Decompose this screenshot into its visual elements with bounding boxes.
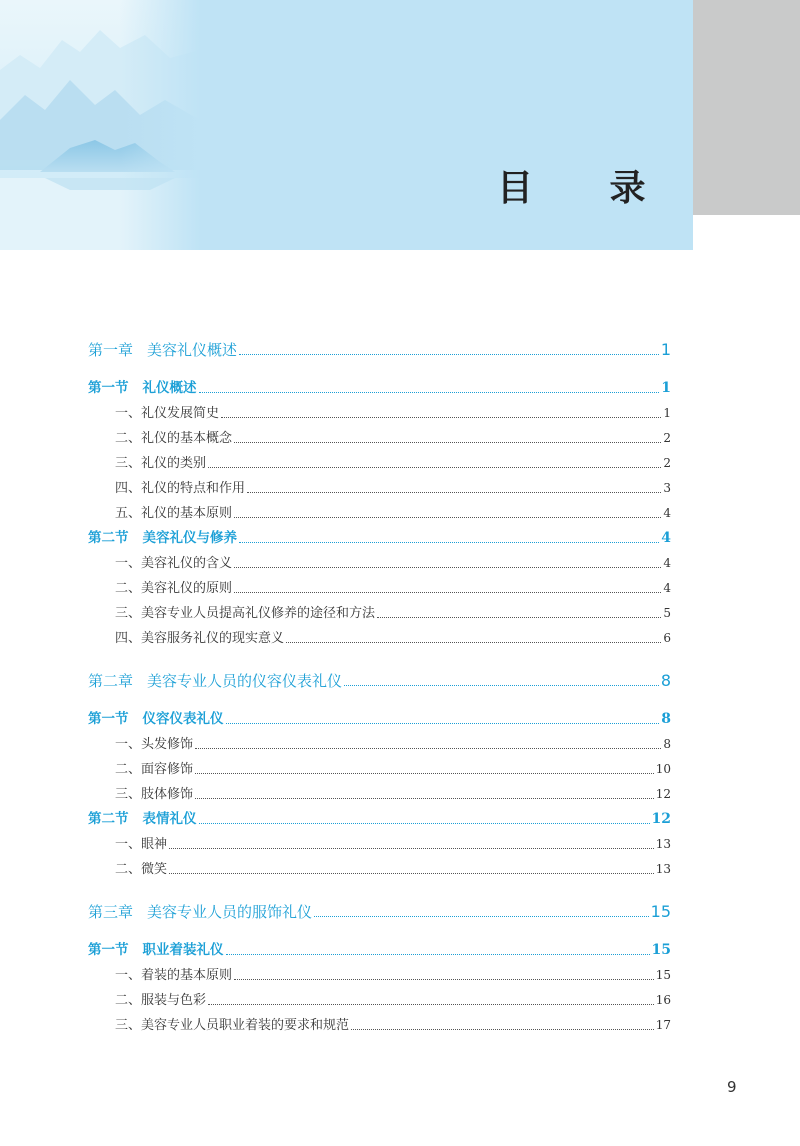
- dot-leader: [239, 541, 659, 543]
- chapter-heading: [88, 336, 237, 364]
- dot-leader: [234, 516, 661, 518]
- item-page-number: 5: [663, 606, 671, 620]
- dot-leader: [226, 722, 660, 724]
- item-title: 三、肢体修饰: [115, 787, 194, 802]
- section-heading: [88, 938, 224, 963]
- table-of-contents: [88, 336, 671, 1038]
- item-page-number: 13: [655, 837, 671, 851]
- toc-item-row: [88, 426, 671, 451]
- corner-tab: [693, 0, 800, 215]
- chapter-number: 第三章: [88, 903, 134, 921]
- item-title: 三、美容专业人员提高礼仪修养的途径和方法: [115, 606, 376, 621]
- toc-chapter-row: [88, 898, 671, 926]
- item-page-number: 15: [655, 968, 671, 982]
- section-heading: [88, 376, 197, 401]
- toc-item-row: [88, 626, 671, 651]
- toc-item-row: [88, 988, 671, 1013]
- section-page-number: 4: [661, 530, 671, 546]
- toc-chapter-row: [88, 667, 671, 695]
- dot-leader: [351, 1028, 654, 1030]
- chapter-page-number: 1: [660, 340, 671, 359]
- dot-leader: [344, 684, 659, 686]
- dot-leader: [199, 822, 650, 824]
- dot-leader: [234, 978, 654, 980]
- section-page-number: 12: [651, 811, 671, 827]
- section-number: 第一节: [88, 711, 129, 727]
- page-number: 9: [727, 1078, 737, 1096]
- dot-leader: [247, 491, 661, 493]
- dot-leader: [195, 747, 661, 749]
- item-title: 一、着装的基本原则: [115, 968, 233, 983]
- chapter-heading: [88, 667, 342, 695]
- section-number: 第一节: [88, 942, 129, 958]
- chapter-number: 第二章: [88, 672, 134, 690]
- dot-leader: [226, 953, 650, 955]
- dot-leader: [169, 872, 654, 874]
- toc-item-row: [88, 832, 671, 857]
- toc-item-row: [88, 963, 671, 988]
- item-title: 一、美容礼仪的含义: [115, 556, 233, 571]
- item-page-number: 12: [655, 787, 671, 801]
- dot-leader: [286, 641, 661, 643]
- toc-item-row: [88, 782, 671, 807]
- dot-leader: [239, 353, 659, 355]
- dot-leader: [195, 772, 654, 774]
- toc-section-row: [88, 376, 671, 401]
- section-number: 第一节: [88, 380, 129, 396]
- dot-leader: [199, 391, 660, 393]
- toc-chapter-row: [88, 336, 671, 364]
- dot-leader: [208, 1003, 654, 1005]
- item-page-number: 2: [663, 456, 671, 470]
- dot-leader: [195, 797, 654, 799]
- item-page-number: 6: [663, 631, 671, 645]
- dot-leader: [234, 441, 661, 443]
- section-heading: [88, 526, 237, 551]
- chapter-page-number: 8: [660, 671, 671, 690]
- dot-leader: [234, 566, 661, 568]
- dot-leader: [314, 915, 649, 917]
- header-banner: [0, 0, 693, 250]
- section-title: 表情礼仪: [142, 811, 197, 827]
- item-title: 二、微笑: [115, 862, 168, 877]
- toc-section-row: [88, 807, 671, 832]
- item-page-number: 4: [663, 581, 671, 595]
- chapter-title: 美容专业人员的服饰礼仪: [147, 903, 313, 921]
- item-title: 四、美容服务礼仪的现实意义: [115, 631, 285, 646]
- item-page-number: 10: [655, 762, 671, 776]
- section-number: 第二节: [88, 811, 129, 827]
- section-title: 仪容仪表礼仪: [142, 711, 224, 727]
- item-page-number: 2: [663, 431, 671, 445]
- item-page-number: 17: [655, 1018, 671, 1032]
- chapter-page-number: 15: [650, 902, 671, 921]
- mountain-landscape-illustration: [0, 0, 200, 250]
- toc-section-row: [88, 938, 671, 963]
- item-title: 一、眼神: [115, 837, 168, 852]
- toc-item-row: [88, 601, 671, 626]
- dot-leader: [234, 591, 661, 593]
- dot-leader: [208, 466, 661, 468]
- item-page-number: 16: [655, 993, 671, 1007]
- toc-item-row: [88, 501, 671, 526]
- item-title: 一、头发修饰: [115, 737, 194, 752]
- item-page-number: 13: [655, 862, 671, 876]
- toc-item-row: [88, 576, 671, 601]
- page-title: 目 录: [497, 168, 678, 209]
- item-page-number: 3: [663, 481, 671, 495]
- toc-item-row: [88, 476, 671, 501]
- item-title: 一、礼仪发展简史: [115, 406, 220, 421]
- toc-section-row: [88, 707, 671, 732]
- chapter-number: 第一章: [88, 341, 134, 359]
- section-title: 职业着装礼仪: [142, 942, 224, 958]
- section-number: 第二节: [88, 530, 129, 546]
- item-page-number: 4: [663, 556, 671, 570]
- section-title: 美容礼仪与修养: [142, 530, 237, 546]
- dot-leader: [221, 416, 661, 418]
- toc-item-row: [88, 1013, 671, 1038]
- section-title: 礼仪概述: [142, 380, 197, 396]
- item-page-number: 4: [663, 506, 671, 520]
- toc-item-row: [88, 732, 671, 757]
- item-title: 三、美容专业人员职业着装的要求和规范: [115, 1018, 350, 1033]
- section-page-number: 15: [651, 942, 671, 958]
- toc-item-row: [88, 757, 671, 782]
- dot-leader: [169, 847, 654, 849]
- item-title: 二、美容礼仪的原则: [115, 581, 233, 596]
- item-page-number: 8: [663, 737, 671, 751]
- section-heading: [88, 807, 197, 832]
- dot-leader: [377, 616, 661, 618]
- section-page-number: 1: [661, 380, 671, 396]
- chapter-title: 美容礼仪概述: [147, 341, 238, 359]
- toc-section-row: [88, 526, 671, 551]
- item-title: 四、礼仪的特点和作用: [115, 481, 246, 496]
- item-title: 二、服装与色彩: [115, 993, 207, 1008]
- toc-item-row: [88, 857, 671, 882]
- item-page-number: 1: [663, 406, 671, 420]
- section-page-number: 8: [661, 711, 671, 727]
- chapter-title: 美容专业人员的仪容仪表礼仪: [147, 672, 343, 690]
- toc-item-row: [88, 401, 671, 426]
- toc-item-row: [88, 551, 671, 576]
- item-title: 三、礼仪的类别: [115, 456, 207, 471]
- section-heading: [88, 707, 224, 732]
- toc-item-row: [88, 451, 671, 476]
- item-title: 二、礼仪的基本概念: [115, 431, 233, 446]
- chapter-heading: [88, 898, 312, 926]
- item-title: 二、面容修饰: [115, 762, 194, 777]
- item-title: 五、礼仪的基本原则: [115, 506, 233, 521]
